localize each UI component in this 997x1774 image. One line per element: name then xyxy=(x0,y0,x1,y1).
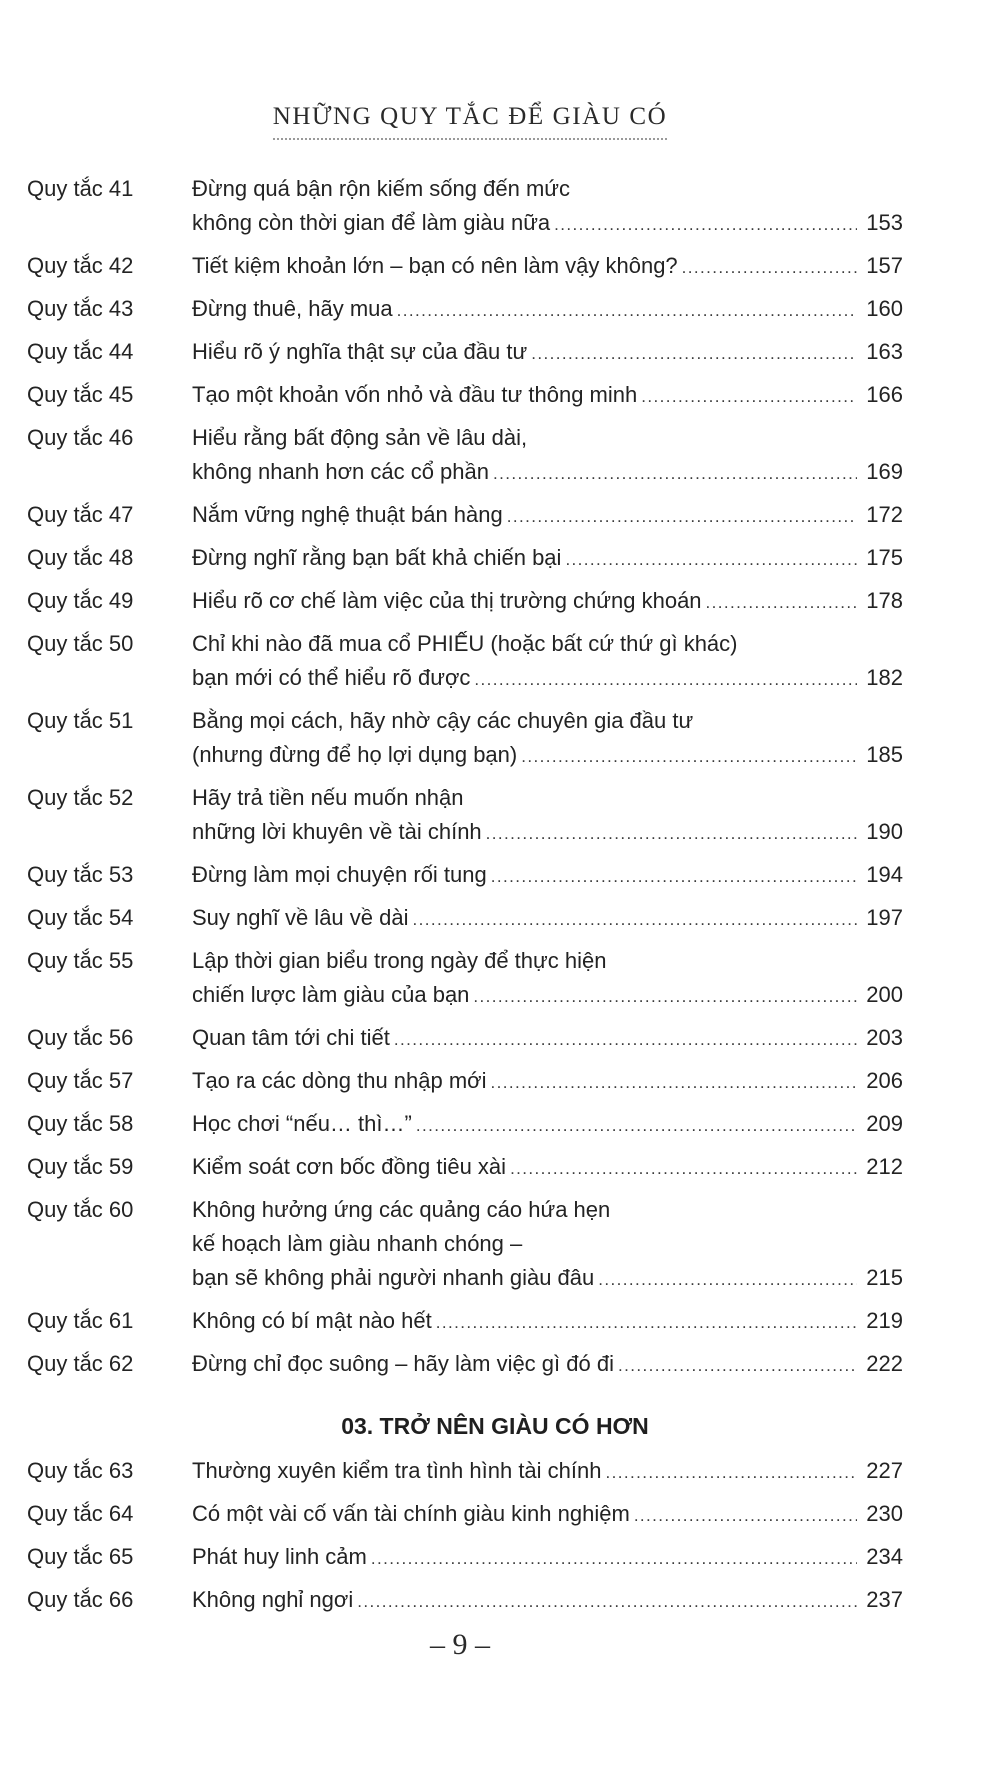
entry-title-text: Hiểu rõ cơ chế làm việc của thị trường chứng khoán xyxy=(192,588,702,613)
toc-entry-rule-65[interactable] xyxy=(27,1540,903,1576)
dot-leader xyxy=(507,500,857,534)
entry-title-text: không nhanh hơn các cổ phần xyxy=(192,459,489,484)
entry-label: Quy tắc 65 xyxy=(27,1544,134,1569)
toc-entry-rule-41[interactable] xyxy=(27,172,903,242)
entry-title-text: Tạo một khoản vốn nhỏ và đầu tư thông minh xyxy=(192,382,638,407)
entry-title-last-line xyxy=(192,1107,903,1143)
entry-title-line: Chỉ khi nào đã mua cổ PHIẾU (hoặc bất cứ thứ gì khác) xyxy=(192,631,738,656)
dot-leader xyxy=(510,1152,857,1186)
entry-title-last-line xyxy=(192,335,903,371)
page-number: 166 xyxy=(866,382,903,407)
entry-body xyxy=(192,1304,903,1340)
entry-label: Quy tắc 53 xyxy=(27,862,134,887)
page-header xyxy=(0,102,940,140)
entry-title-last-line xyxy=(192,1540,903,1576)
entry-label: Quy tắc 55 xyxy=(27,948,134,973)
entry-body xyxy=(192,1150,903,1186)
entry-title-text: không còn thời gian để làm giàu nữa xyxy=(192,210,551,235)
entry-label: Quy tắc 51 xyxy=(27,708,134,733)
toc-entry-rule-57[interactable] xyxy=(27,1064,903,1100)
entry-body xyxy=(192,584,903,620)
entry-title-text: Quan tâm tới chi tiết xyxy=(192,1025,390,1050)
dot-leader xyxy=(416,1109,857,1143)
entry-title-last-line xyxy=(192,1064,903,1100)
entry-title-last-line xyxy=(192,1150,903,1186)
entry-title-last-line xyxy=(192,206,903,242)
dot-leader xyxy=(618,1349,857,1383)
entry-label: Quy tắc 43 xyxy=(27,296,134,321)
entry-title-last-line xyxy=(192,292,903,328)
entry-title-text: Không nghỉ ngơi xyxy=(192,1587,354,1612)
entry-title-text: Tạo ra các dòng thu nhập mới xyxy=(192,1068,487,1093)
dot-leader xyxy=(412,903,857,937)
page-number: 237 xyxy=(866,1587,903,1612)
toc-entry-rule-47[interactable] xyxy=(27,498,903,534)
entry-title-last-line xyxy=(192,1583,903,1619)
entry-title-last-line xyxy=(192,1261,903,1297)
dot-leader xyxy=(371,1542,857,1576)
toc-entry-rule-48[interactable] xyxy=(27,541,903,577)
entry-title-text: Phát huy linh cảm xyxy=(192,1544,367,1569)
entry-title-text: Đừng nghĩ rằng bạn bất khả chiến bại xyxy=(192,545,562,570)
toc-entry-rule-43[interactable] xyxy=(27,292,903,328)
page-number: 163 xyxy=(866,339,903,364)
dot-leader xyxy=(397,294,857,328)
dot-leader xyxy=(641,380,857,414)
toc-entry-rule-64[interactable] xyxy=(27,1497,903,1533)
dot-leader xyxy=(357,1585,857,1619)
toc-entry-rule-46[interactable] xyxy=(27,421,903,491)
dot-leader xyxy=(474,663,857,697)
entry-title-line: Hiểu rằng bất động sản về lâu dài, xyxy=(192,425,528,450)
page-number: 197 xyxy=(866,905,903,930)
toc-entry-rule-62[interactable] xyxy=(27,1347,903,1383)
entry-title-last-line xyxy=(192,541,903,577)
page-number: 212 xyxy=(866,1154,903,1179)
page-number: 203 xyxy=(866,1025,903,1050)
page-number: 209 xyxy=(866,1111,903,1136)
toc-entry-rule-54[interactable] xyxy=(27,901,903,937)
entry-title-line: Hãy trả tiền nếu muốn nhận xyxy=(192,785,464,810)
entry-title-last-line xyxy=(192,378,903,414)
entry-label: Quy tắc 66 xyxy=(27,1587,134,1612)
entry-body xyxy=(192,1021,903,1057)
entry-body xyxy=(192,421,903,491)
entry-title-line: Không hưởng ứng các quảng cáo hứa hẹn xyxy=(192,1197,611,1222)
dot-leader xyxy=(554,208,857,242)
entry-label: Quy tắc 52 xyxy=(27,785,134,810)
entry-label: Quy tắc 44 xyxy=(27,339,134,364)
entry-title-last-line xyxy=(192,1497,903,1533)
entry-label: Quy tắc 54 xyxy=(27,905,134,930)
page-number: 215 xyxy=(866,1265,903,1290)
entry-title-last-line xyxy=(192,901,903,937)
entry-title-text: Hiểu rõ ý nghĩa thật sự của đầu tư xyxy=(192,339,528,364)
page-number-footer: – 9 – xyxy=(430,1628,490,1661)
entry-body xyxy=(192,1064,903,1100)
entry-body xyxy=(192,249,903,285)
entry-label: Quy tắc 56 xyxy=(27,1025,134,1050)
page-number: 182 xyxy=(866,665,903,690)
toc-entry-rule-59[interactable] xyxy=(27,1150,903,1186)
toc-entry-rule-45[interactable] xyxy=(27,378,903,414)
entry-label: Quy tắc 46 xyxy=(27,425,134,450)
entry-body xyxy=(192,498,903,534)
entry-title-text: Đừng chỉ đọc suông – hãy làm việc gì đó đi xyxy=(192,1351,614,1376)
entry-label: Quy tắc 47 xyxy=(27,502,134,527)
entry-title-line: kế hoạch làm giàu nhanh chóng – xyxy=(192,1231,523,1256)
entry-label: Quy tắc 61 xyxy=(27,1308,134,1333)
entry-label: Quy tắc 41 xyxy=(27,176,134,201)
entry-title-last-line xyxy=(192,1347,903,1383)
entry-label: Quy tắc 42 xyxy=(27,253,134,278)
toc-entry-rule-49[interactable] xyxy=(27,584,903,620)
entry-title-text: chiến lược làm giàu của bạn xyxy=(192,982,470,1007)
toc-group-1 xyxy=(27,172,903,1383)
entry-title-text: (nhưng đừng để họ lợi dụng bạn) xyxy=(192,742,518,767)
toc-entry-rule-58[interactable] xyxy=(27,1107,903,1143)
entry-label: Quy tắc 64 xyxy=(27,1501,134,1526)
entry-title-text: Thường xuyên kiểm tra tình hình tài chính xyxy=(192,1458,602,1483)
entry-title-last-line xyxy=(192,498,903,534)
entry-body xyxy=(192,172,903,242)
entry-body xyxy=(192,1193,903,1297)
entry-title-last-line xyxy=(192,815,903,851)
page-number: 175 xyxy=(866,545,903,570)
toc-entry-rule-66[interactable] xyxy=(27,1583,903,1619)
page-number: 206 xyxy=(866,1068,903,1093)
entry-body xyxy=(192,858,903,894)
entry-label: Quy tắc 48 xyxy=(27,545,134,570)
toc-group-2 xyxy=(27,1454,903,1619)
dot-leader xyxy=(491,1066,858,1100)
page-number: 153 xyxy=(866,210,903,235)
page-number: 160 xyxy=(866,296,903,321)
entry-title-text: bạn mới có thể hiểu rõ được xyxy=(192,665,471,690)
entry-label: Quy tắc 59 xyxy=(27,1154,134,1179)
page-number: 227 xyxy=(866,1458,903,1483)
dot-leader xyxy=(605,1456,857,1490)
entry-label: Quy tắc 50 xyxy=(27,631,134,656)
dot-leader xyxy=(486,817,857,851)
page-number: 178 xyxy=(866,588,903,613)
dot-leader xyxy=(531,337,857,371)
page-number: 169 xyxy=(866,459,903,484)
entry-body xyxy=(192,541,903,577)
entry-title-text: bạn sẽ không phải người nhanh giàu đâu xyxy=(192,1265,595,1290)
entry-title-last-line xyxy=(192,1304,903,1340)
entry-title-last-line xyxy=(192,858,903,894)
dot-leader xyxy=(436,1306,857,1340)
dot-leader xyxy=(682,251,857,285)
dot-leader xyxy=(394,1023,857,1057)
entry-label: Quy tắc 57 xyxy=(27,1068,134,1093)
entry-title-last-line xyxy=(192,661,903,697)
entry-label: Quy tắc 45 xyxy=(27,382,134,407)
entry-label: Quy tắc 63 xyxy=(27,1458,134,1483)
entry-body xyxy=(192,944,903,1014)
entry-body xyxy=(192,335,903,371)
toc-entry-rule-61[interactable] xyxy=(27,1304,903,1340)
table-of-contents xyxy=(27,172,903,1626)
toc-entry-rule-52[interactable] xyxy=(27,781,903,851)
section-heading: 03. TRỞ NÊN GIÀU CÓ HƠN xyxy=(341,1413,649,1439)
entry-label: Quy tắc 49 xyxy=(27,588,134,613)
dot-leader xyxy=(565,543,857,577)
toc-entry-rule-51[interactable] xyxy=(27,704,903,774)
dot-leader xyxy=(493,457,857,491)
entry-title-line: Đừng quá bận rộn kiếm sống đến mức xyxy=(192,176,570,201)
entry-body xyxy=(192,1583,903,1619)
toc-entry-rule-44[interactable] xyxy=(27,335,903,371)
toc-entry-rule-53[interactable] xyxy=(27,858,903,894)
entry-body xyxy=(192,627,903,697)
dot-leader xyxy=(521,740,857,774)
entry-body xyxy=(192,1497,903,1533)
dot-leader xyxy=(706,586,857,620)
entry-body xyxy=(192,378,903,414)
entry-body xyxy=(192,781,903,851)
entry-title-last-line xyxy=(192,1454,903,1490)
entry-title-text: Suy nghĩ về lâu về dài xyxy=(192,905,409,930)
entry-title-text: Có một vài cố vấn tài chính giàu kinh nghiệm xyxy=(192,1501,630,1526)
entry-body xyxy=(192,1454,903,1490)
entry-title-text: Học chơi “nếu… thì…” xyxy=(192,1111,412,1136)
dot-leader xyxy=(634,1499,857,1533)
entry-body xyxy=(192,901,903,937)
page-number: 185 xyxy=(866,742,903,767)
entry-title-text: những lời khuyên về tài chính xyxy=(192,819,482,844)
page-number: 230 xyxy=(866,1501,903,1526)
entry-body xyxy=(192,704,903,774)
entry-title-text: Kiểm soát cơn bốc đồng tiêu xài xyxy=(192,1154,507,1179)
toc-entry-rule-60[interactable] xyxy=(27,1193,903,1297)
entry-title-last-line xyxy=(192,584,903,620)
entry-body xyxy=(192,1540,903,1576)
entry-title-last-line xyxy=(192,978,903,1014)
entry-title-last-line xyxy=(192,1021,903,1057)
toc-entry-rule-56[interactable] xyxy=(27,1021,903,1057)
dot-leader xyxy=(491,860,857,894)
entry-body xyxy=(192,1107,903,1143)
page-number: 234 xyxy=(866,1544,903,1569)
entry-label: Quy tắc 62 xyxy=(27,1351,134,1376)
entry-title-text: Không có bí mật nào hết xyxy=(192,1308,432,1333)
page-number: 194 xyxy=(866,862,903,887)
page-number: 222 xyxy=(866,1351,903,1376)
entry-label: Quy tắc 60 xyxy=(27,1197,134,1222)
dot-leader xyxy=(473,980,857,1014)
toc-entry-rule-50[interactable] xyxy=(27,627,903,697)
dot-leader xyxy=(598,1263,857,1297)
page-number: 172 xyxy=(866,502,903,527)
entry-title-text: Tiết kiệm khoản lớn – bạn có nên làm vậy không? xyxy=(192,253,678,278)
page-number: 157 xyxy=(866,253,903,278)
page-number: 200 xyxy=(866,982,903,1007)
entry-title-last-line xyxy=(192,249,903,285)
page-number: 219 xyxy=(866,1308,903,1333)
entry-body xyxy=(192,292,903,328)
entry-title-line: Lập thời gian biểu trong ngày để thực hiện xyxy=(192,948,607,973)
entry-body xyxy=(192,1347,903,1383)
entry-title-text: Nắm vững nghệ thuật bán hàng xyxy=(192,502,503,527)
entry-title-line: Bằng mọi cách, hãy nhờ cậy các chuyên gia đầu tư xyxy=(192,708,694,733)
toc-entry-rule-42[interactable] xyxy=(27,249,903,285)
entry-label: Quy tắc 58 xyxy=(27,1111,134,1136)
page-number: 190 xyxy=(866,819,903,844)
page-title: NHỮNG QUY TẮC ĐỂ GIÀU CÓ xyxy=(273,102,668,140)
entry-title-text: Đừng làm mọi chuyện rối tung xyxy=(192,862,487,887)
entry-title-text: Đừng thuê, hãy mua xyxy=(192,296,393,321)
entry-title-last-line xyxy=(192,738,903,774)
toc-entry-rule-55[interactable] xyxy=(27,944,903,1014)
toc-entry-rule-63[interactable] xyxy=(27,1454,903,1490)
entry-title-last-line xyxy=(192,455,903,491)
